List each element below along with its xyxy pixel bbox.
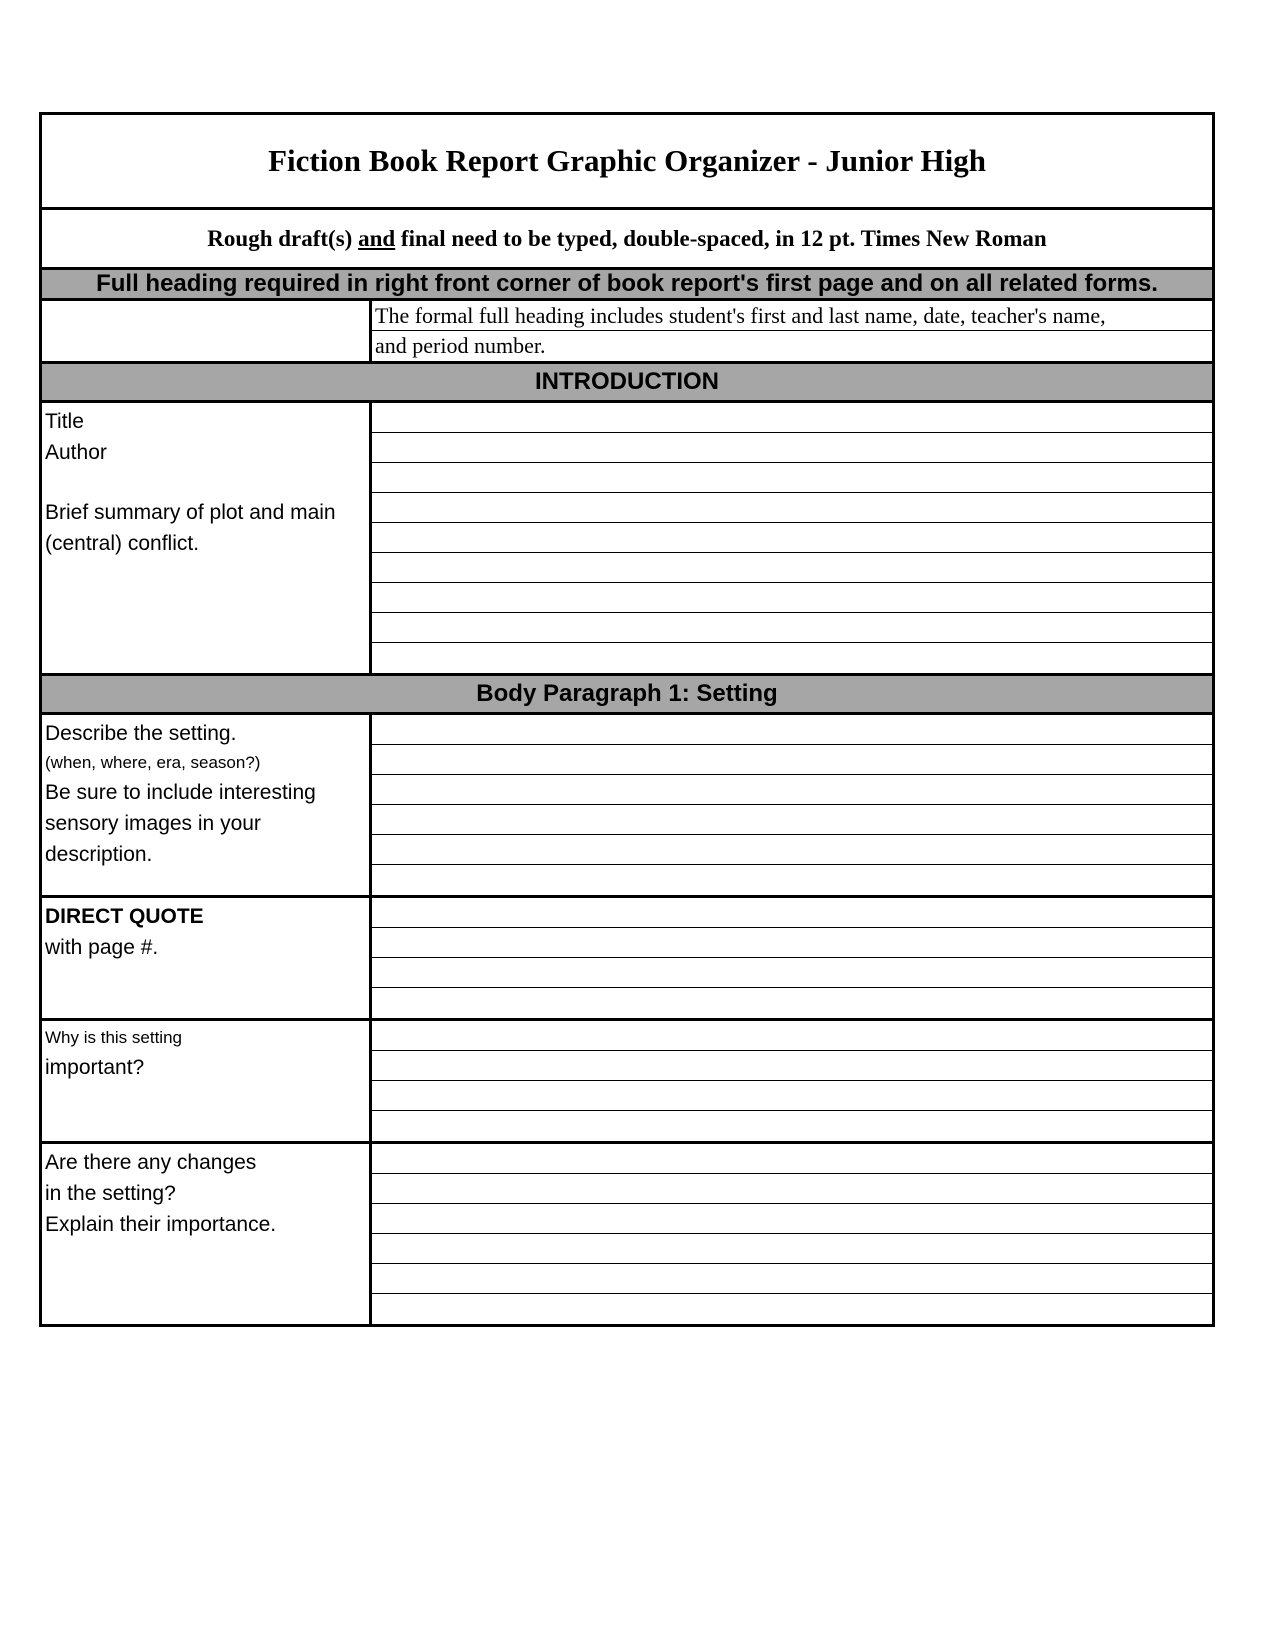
why-important-prompt bbox=[42, 1021, 372, 1141]
direct-quote-writing-lines[interactable] bbox=[372, 898, 1212, 1018]
describe-line-1: Describe the setting. bbox=[45, 722, 237, 745]
describe-setting-prompt bbox=[42, 715, 372, 895]
writing-line[interactable] bbox=[372, 643, 1212, 673]
describe-setting-section bbox=[42, 715, 1212, 898]
writing-line[interactable] bbox=[372, 958, 1212, 988]
writing-line[interactable] bbox=[372, 1081, 1212, 1111]
writing-line[interactable] bbox=[372, 928, 1212, 958]
writing-line[interactable] bbox=[372, 1144, 1212, 1174]
direct-quote-line-2: with page #. bbox=[45, 936, 159, 959]
writing-line[interactable] bbox=[372, 1021, 1212, 1051]
introduction-writing-lines[interactable] bbox=[372, 403, 1212, 673]
writing-line[interactable] bbox=[372, 433, 1212, 463]
introduction-header: INTRODUCTION bbox=[42, 364, 1212, 403]
body-paragraph-1-header: Body Paragraph 1: Setting bbox=[42, 676, 1212, 715]
book-report-organizer bbox=[39, 112, 1215, 1327]
why-line-2: important? bbox=[45, 1056, 145, 1079]
describe-line-4: sensory images in your bbox=[45, 812, 261, 835]
writing-line[interactable] bbox=[372, 1204, 1212, 1234]
writing-line[interactable] bbox=[372, 745, 1212, 775]
rules-text-end: final need to be typed, double-spaced, in 12 pt. Times New Roman bbox=[395, 225, 1047, 251]
describe-line-2: (when, where, era, season?) bbox=[45, 753, 261, 772]
writing-line[interactable] bbox=[372, 988, 1212, 1018]
direct-quote-prompt bbox=[42, 898, 372, 1018]
prompt-summary-line-2: (central) conflict. bbox=[45, 532, 200, 555]
writing-line[interactable] bbox=[372, 1294, 1212, 1324]
setting-changes-writing-lines[interactable] bbox=[372, 1144, 1212, 1324]
heading-banner: Full heading required in right front corner of book report's first page and on all related forms. bbox=[42, 270, 1212, 301]
writing-line[interactable] bbox=[372, 1234, 1212, 1264]
why-important-section bbox=[42, 1021, 1212, 1144]
prompt-summary-line-1: Brief summary of plot and main bbox=[45, 501, 336, 524]
why-important-writing-lines[interactable] bbox=[372, 1021, 1212, 1141]
describe-line-5: description. bbox=[45, 843, 153, 866]
writing-line[interactable] bbox=[372, 805, 1212, 835]
writing-line[interactable] bbox=[372, 403, 1212, 433]
writing-line[interactable] bbox=[372, 493, 1212, 523]
direct-quote-section bbox=[42, 898, 1212, 1021]
setting-changes-section bbox=[42, 1144, 1212, 1324]
writing-line[interactable] bbox=[372, 898, 1212, 928]
formatting-rules bbox=[42, 210, 1212, 270]
heading-note-line-1: The formal full heading includes student's first and last name, date, teacher's name, bbox=[372, 301, 1212, 331]
direct-quote-line-1: DIRECT QUOTE bbox=[45, 905, 204, 928]
heading-section bbox=[42, 301, 1212, 364]
writing-line[interactable] bbox=[372, 553, 1212, 583]
writing-line[interactable] bbox=[372, 1174, 1212, 1204]
writing-line[interactable] bbox=[372, 1264, 1212, 1294]
heading-note bbox=[372, 301, 1212, 361]
writing-line[interactable] bbox=[372, 1051, 1212, 1081]
prompt-author: Author bbox=[45, 441, 107, 464]
writing-line[interactable] bbox=[372, 613, 1212, 643]
writing-line[interactable] bbox=[372, 463, 1212, 493]
writing-line[interactable] bbox=[372, 835, 1212, 865]
heading-note-line-2: and period number. bbox=[375, 333, 546, 358]
rules-text-start: Rough draft(s) bbox=[207, 225, 359, 251]
introduction-prompts bbox=[42, 403, 372, 673]
heading-left-cell[interactable] bbox=[42, 301, 372, 361]
rules-underlined-word: and bbox=[358, 225, 396, 251]
introduction-section bbox=[42, 403, 1212, 676]
prompt-title: Title bbox=[45, 410, 84, 433]
why-line-1: Why is this setting bbox=[45, 1028, 182, 1047]
describe-line-3: Be sure to include interesting bbox=[45, 781, 316, 804]
page-title: Fiction Book Report Graphic Organizer - Junior High bbox=[42, 115, 1212, 210]
writing-line[interactable] bbox=[372, 775, 1212, 805]
changes-line-1: Are there any changes bbox=[45, 1151, 257, 1174]
writing-line[interactable] bbox=[372, 715, 1212, 745]
writing-line[interactable] bbox=[372, 523, 1212, 553]
writing-line[interactable] bbox=[372, 865, 1212, 895]
describe-setting-writing-lines[interactable] bbox=[372, 715, 1212, 895]
writing-line[interactable] bbox=[372, 583, 1212, 613]
changes-line-2: in the setting? bbox=[45, 1182, 176, 1205]
setting-changes-prompt bbox=[42, 1144, 372, 1324]
changes-line-3: Explain their importance. bbox=[45, 1213, 277, 1236]
writing-line[interactable] bbox=[372, 1111, 1212, 1141]
